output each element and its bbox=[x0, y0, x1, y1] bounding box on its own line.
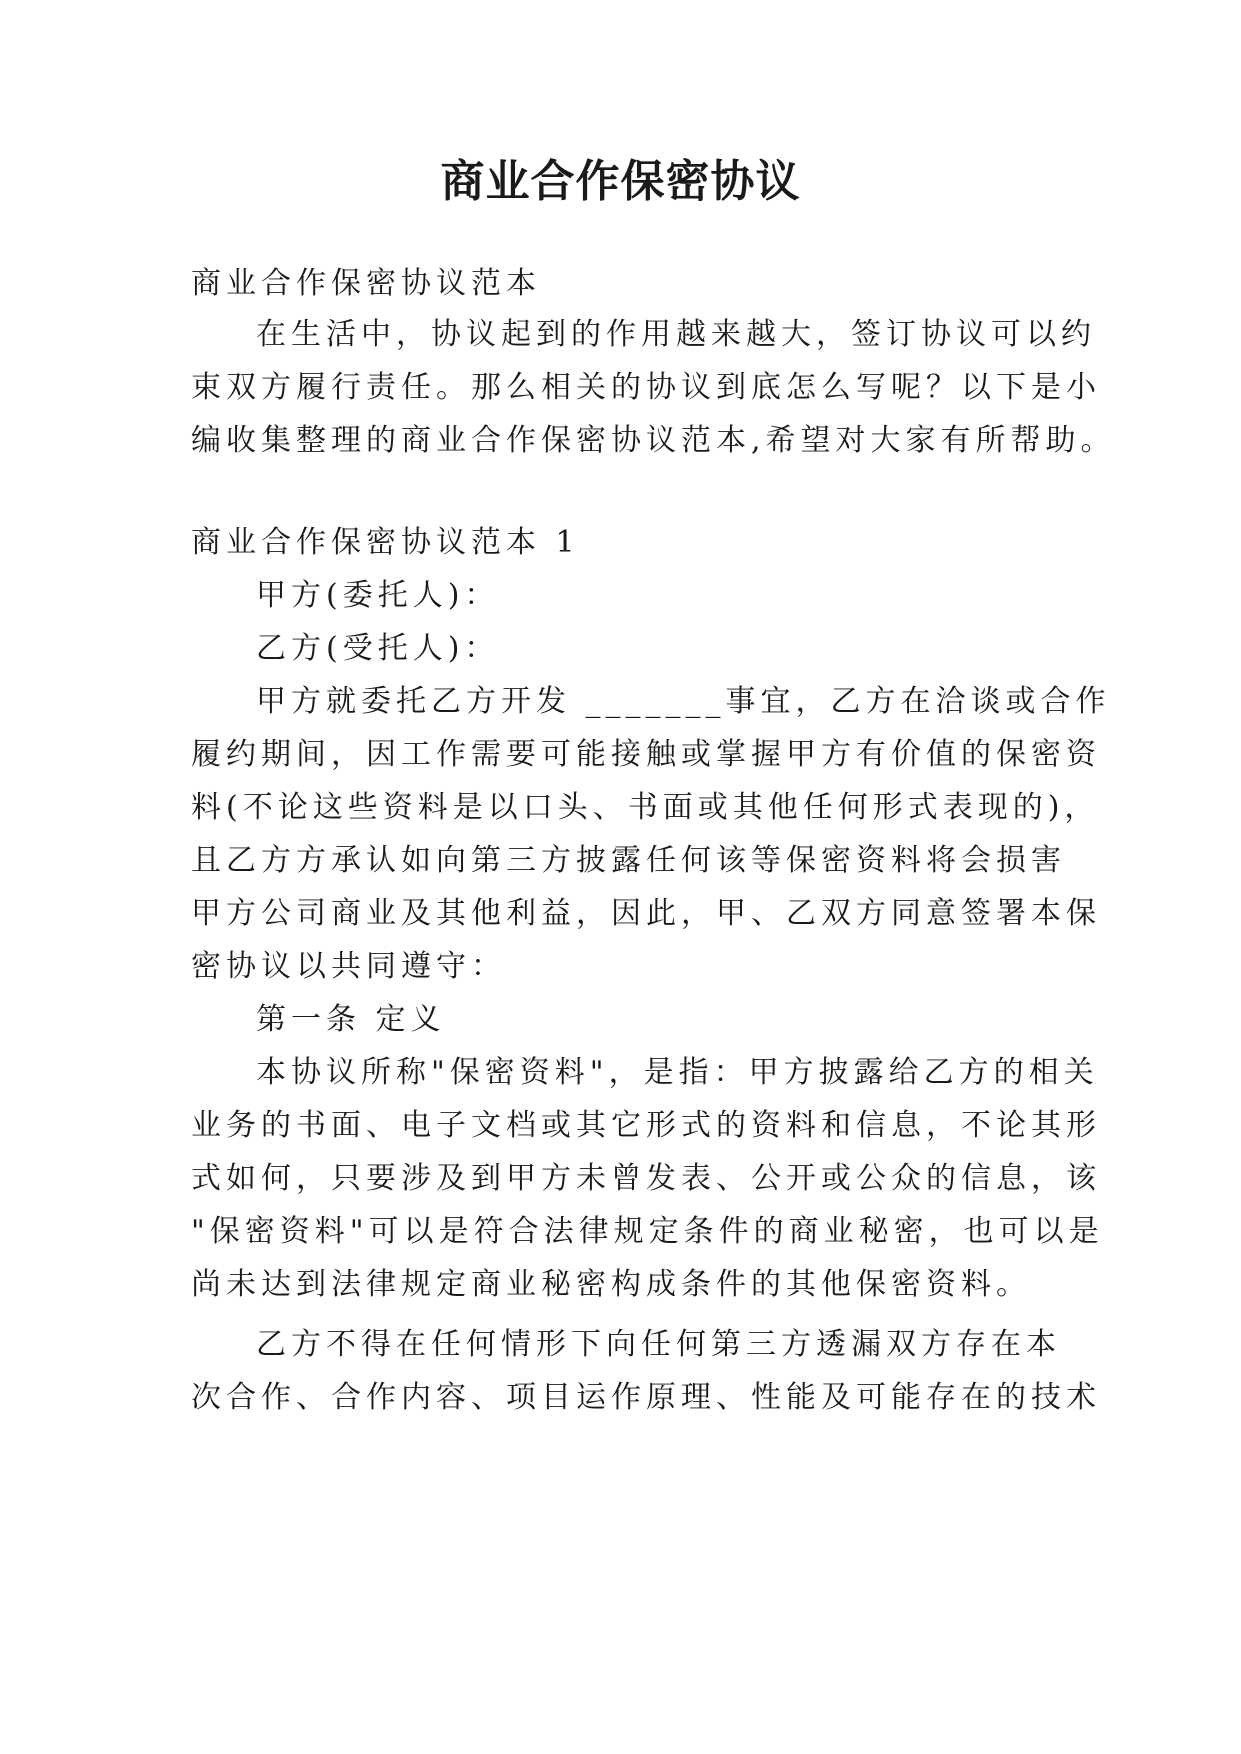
paragraph-line: 尚未达到法律规定商业秘密构成条件的其他保密资料。 bbox=[191, 1267, 1031, 1302]
paragraph-line: 式如何，只要涉及到甲方未曾发表、公开或公众的信息，该 bbox=[191, 1161, 1101, 1196]
paragraph-line: 料(不论这些资料是以口头、书面或其他任何形式表现的)， bbox=[191, 790, 1100, 825]
paragraph-line: 甲方就委托乙方开发 _______事宜，乙方在洽谈或合作 bbox=[256, 684, 1111, 719]
paragraph-line: 履约期间，因工作需要可能接触或掌握甲方有价值的保密资 bbox=[191, 737, 1101, 772]
party-b-line: 乙方(受托人)： bbox=[256, 631, 500, 666]
section-heading: 商业合作保密协议范本 1 bbox=[191, 525, 580, 560]
paragraph-line: 且乙方方承认如向第三方披露任何该等保密资料将会损害 bbox=[191, 843, 1066, 878]
article-heading: 第一条 定义 bbox=[256, 1002, 446, 1037]
paragraph-line: 编收集整理的商业合作保密协议范本,希望对大家有所帮助。 bbox=[191, 423, 1116, 458]
paragraph-line: "保密资料"可以是符合法律规定条件的商业秘密，也可以是 bbox=[191, 1214, 1104, 1249]
paragraph-line: 在生活中，协议起到的作用越来越大，签订协议可以约 bbox=[256, 317, 1096, 352]
paragraph-line: 次合作、合作内容、项目运作原理、性能及可能存在的技术 bbox=[191, 1380, 1101, 1415]
paragraph-line: 业务的书面、电子文档或其它形式的资料和信息，不论其形 bbox=[191, 1108, 1101, 1143]
paragraph-line: 甲方公司商业及其他利益，因此，甲、乙双方同意签署本保 bbox=[191, 896, 1101, 931]
paragraph-line: 本协议所称"保密资料"，是指：甲方披露给乙方的相关 bbox=[256, 1055, 1099, 1090]
party-a-line: 甲方(委托人)： bbox=[256, 578, 500, 613]
paragraph-line: 束双方履行责任。那么相关的协议到底怎么写呢？以下是小 bbox=[191, 370, 1101, 405]
paragraph-line: 密协议以共同遵守： bbox=[191, 949, 506, 984]
paragraph-line: 乙方不得在任何情形下向任何第三方透漏双方存在本 bbox=[256, 1327, 1061, 1362]
subtitle-line: 商业合作保密协议范本 bbox=[191, 266, 541, 301]
document-title: 商业合作保密协议 bbox=[440, 156, 801, 207]
